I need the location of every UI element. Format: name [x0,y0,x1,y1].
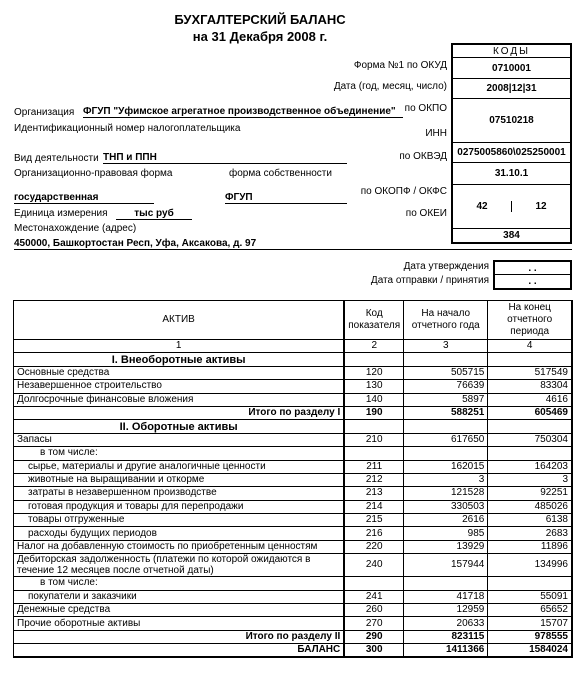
row-label: Налог на добавленную стоимость по приобретенным ценностям [14,540,345,553]
row-end: 978555 [488,630,572,643]
row-begin: 823115 [404,630,488,643]
okpo-label: по ОКПО [404,103,447,114]
row-code: 290 [344,630,403,643]
row-code: 214 [344,500,403,513]
row-begin: 76639 [404,380,488,393]
unit-value: тыс руб [116,208,192,220]
row-label: Запасы [14,433,345,446]
row-begin: 157944 [404,554,488,577]
ownership-value: государственная [14,192,154,204]
table-row [14,460,573,473]
row-code [344,577,403,590]
table-row [14,380,573,393]
table-row [14,554,573,577]
row-end: 83304 [488,380,572,393]
row-label: II. Оборотные активы [14,420,345,433]
org-value: ФГУП "Уфимское агрегатное производственное объединение" [83,106,403,118]
col-end: На конец отчетного периода [488,301,572,340]
row-end: 134996 [488,554,572,577]
row-code: 130 [344,380,403,393]
codes-box [451,43,572,244]
row-begin: 162015 [404,460,488,473]
inn-label: ИНН [425,128,447,139]
approve-label: Дата утверждения [403,261,489,272]
row-end: 164203 [488,460,572,473]
col-num-1: 1 [14,340,345,353]
row-label: Итого по разделу II [14,630,345,643]
row-label: затраты в незавершенном производстве [14,487,345,500]
row-end: 517549 [488,366,572,379]
row-code: 220 [344,540,403,553]
total-row [14,630,573,643]
row-begin: 3 [404,473,488,486]
row-code: 216 [344,527,403,540]
row-code [344,447,403,460]
okfs-value: 12 [535,201,547,212]
table-row [14,433,573,446]
row-end: 750304 [488,433,572,446]
inn-text: Идентификационный номер налогоплательщика [14,123,241,134]
row-end: 4616 [488,393,572,406]
col-num-3: 3 [404,340,488,353]
inn-value: 0275005860\025250001 [453,142,570,162]
row-end: 3 [488,473,572,486]
col-asset: АКТИВ [14,301,345,340]
row-end: 92251 [488,487,572,500]
dates-box [493,260,572,290]
row-end: 1584024 [488,644,572,658]
row-label: Денежные средства [14,604,345,617]
table-row [14,540,573,553]
row-label: Незавершенное строительство [14,380,345,393]
table-row [14,514,573,527]
okpo-value: 07510218 [453,98,570,142]
okud-value: 0710001 [492,62,531,74]
legal-form-label: Организационно-правовая форма [14,168,173,179]
row-label: расходы будущих периодов [14,527,345,540]
balance-table [13,300,573,658]
row-label: Прочие оборотные активы [14,617,345,630]
table-row [14,617,573,630]
table-row [14,487,573,500]
row-label: животные на выращивании и откорме [14,473,345,486]
section-row [14,353,573,366]
col-num-2: 2 [344,340,403,353]
row-end: 15707 [488,617,572,630]
row-label: Основные средства [14,366,345,379]
row-begin [404,353,488,366]
codes-header: КОДЫ [453,45,570,58]
unit-label: Единица измерения [14,208,108,219]
row-begin: 1411366 [404,644,488,658]
row-code: 211 [344,460,403,473]
row-begin: 12959 [404,604,488,617]
row-begin [404,447,488,460]
table-row [14,500,573,513]
send-value: . . [528,276,537,287]
activity-label: Вид деятельности [14,153,99,164]
date-label: Дата (год, месяц, число) [333,81,447,92]
okopf-value: 42 [453,201,512,212]
row-end: 11896 [488,540,572,553]
okei-value: 384 [453,228,570,242]
legal-form-value: ФГУП [225,192,347,204]
row-begin: 5897 [404,393,488,406]
row-code [344,420,403,433]
col-code: Код показателя [344,301,403,340]
row-begin: 20633 [404,617,488,630]
row-end: 2683 [488,527,572,540]
row-begin [404,420,488,433]
activity-value: ТНП и ППН [103,152,347,164]
row-code: 213 [344,487,403,500]
table-row [14,577,573,590]
row-label: готовая продукция и товары для перепродажи [14,500,345,513]
row-code [344,353,403,366]
table-row [14,473,573,486]
location-value: 450000, Башкортостан Респ, Уфа, Аксакова, д. 97 [14,238,572,250]
row-end: 6138 [488,514,572,527]
table-row [14,604,573,617]
row-end [488,577,572,590]
row-begin [404,577,488,590]
okopf-label: по ОКОПФ / ОКФС [360,186,447,197]
location-label: Местонахождение (адрес) [14,223,137,234]
row-begin: 2616 [404,514,488,527]
section-row [14,420,573,433]
ownership-label: форма собственности [229,168,332,179]
row-begin: 330503 [404,500,488,513]
table-row [14,590,573,603]
row-code: 190 [344,406,403,419]
row-label: Итого по разделу I [14,406,345,419]
page-title: БУХГАЛТЕРСКИЙ БАЛАНС [174,12,346,27]
row-begin: 617650 [404,433,488,446]
table-row [14,366,573,379]
row-code: 120 [344,366,403,379]
row-code: 215 [344,514,403,527]
row-code: 270 [344,617,403,630]
row-label: БАЛАНС [14,644,345,658]
row-label: сырье, материалы и другие аналогичные ценности [14,460,345,473]
row-label: в том числе: [14,447,345,460]
okved-label: по ОКВЭД [399,151,447,162]
table-row [14,447,573,460]
okei-label: по ОКЕИ [405,208,447,219]
row-begin: 13929 [404,540,488,553]
total-row [14,406,573,419]
col-begin: На начало отчетного года [404,301,488,340]
row-code: 140 [344,393,403,406]
row-begin: 41718 [404,590,488,603]
send-label: Дата отправки / принятия [370,275,489,286]
row-begin: 985 [404,527,488,540]
approve-value: . . [495,262,570,275]
col-num-4: 4 [488,340,572,353]
row-end [488,420,572,433]
row-code: 300 [344,644,403,658]
row-label: покупатели и заказчики [14,590,345,603]
row-label: Долгосрочные финансовые вложения [14,393,345,406]
date-value: 2008|12|31 [453,78,570,98]
row-label: Дебиторская задолженность (платежи по которой ожидаются в течение 12 месяцев после отчетной даты) [14,554,345,577]
row-code: 210 [344,433,403,446]
row-begin: 505715 [404,366,488,379]
row-end: 55091 [488,590,572,603]
row-label: товары отгруженные [14,514,345,527]
row-code: 241 [344,590,403,603]
row-end [488,353,572,366]
row-end: 605469 [488,406,572,419]
row-label: в том числе: [14,577,345,590]
okud-label: Форма №1 по ОКУД [353,60,447,71]
row-end: 485026 [488,500,572,513]
okved-value: 31.10.1 [453,162,570,184]
page-subtitle: на 31 Декабря 2008 г. [192,29,328,44]
org-label: Организация [14,107,75,118]
row-code: 212 [344,473,403,486]
table-row [14,393,573,406]
row-label: I. Внеоборотные активы [14,353,345,366]
row-begin: 588251 [404,406,488,419]
row-code: 260 [344,604,403,617]
row-end [488,447,572,460]
row-code: 240 [344,554,403,577]
table-row [14,527,573,540]
row-begin: 121528 [404,487,488,500]
row-end: 65652 [488,604,572,617]
total-row [14,644,573,658]
